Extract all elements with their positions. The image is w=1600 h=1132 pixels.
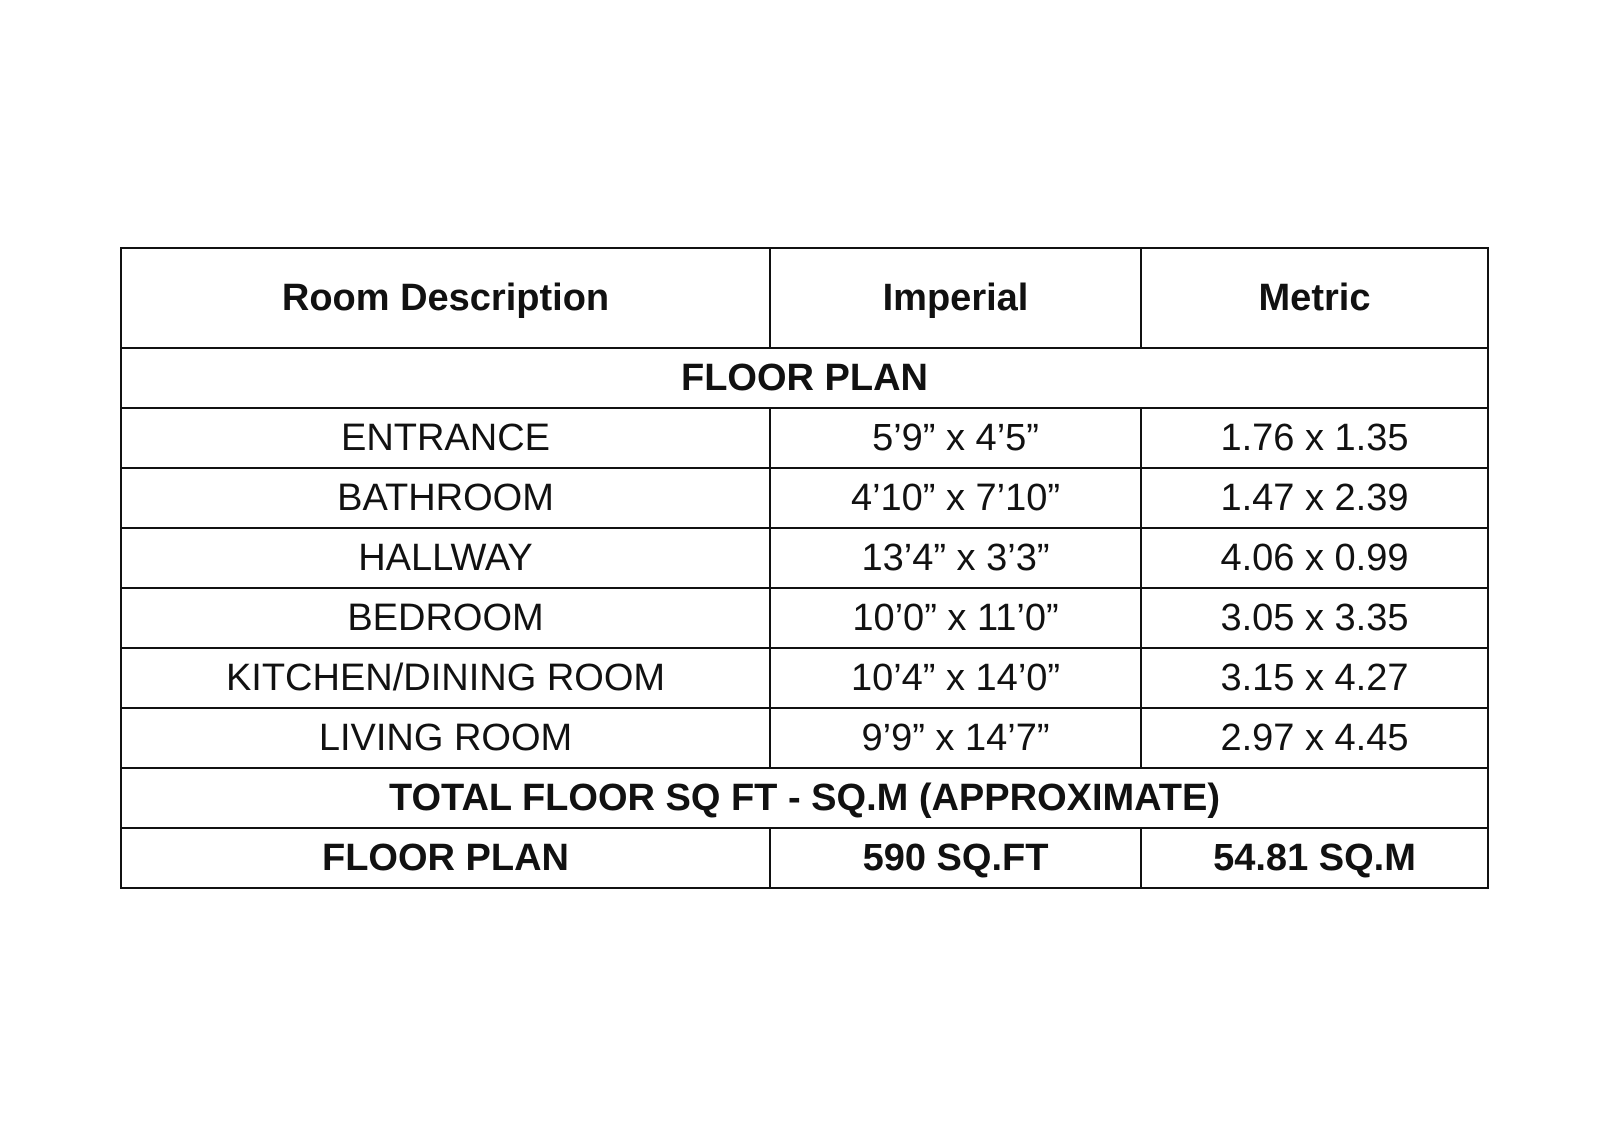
total-heading: TOTAL FLOOR SQ FT - SQ.M (APPROXIMATE) xyxy=(121,768,1488,828)
room-name: BATHROOM xyxy=(121,468,770,528)
table-row xyxy=(121,588,1488,648)
room-imperial: 10’4” x 14’0” xyxy=(770,648,1141,708)
table-row xyxy=(121,468,1488,528)
total-metric: 54.81 SQ.M xyxy=(1141,828,1488,888)
room-dimensions-table xyxy=(120,247,1489,889)
room-imperial: 9’9” x 14’7” xyxy=(770,708,1141,768)
room-metric: 3.05 x 3.35 xyxy=(1141,588,1488,648)
section-row xyxy=(121,348,1488,408)
room-imperial: 13’4” x 3’3” xyxy=(770,528,1141,588)
header-room-description: Room Description xyxy=(121,248,770,348)
table-row xyxy=(121,408,1488,468)
room-name: ENTRANCE xyxy=(121,408,770,468)
room-imperial: 5’9” x 4’5” xyxy=(770,408,1141,468)
room-metric: 3.15 x 4.27 xyxy=(1141,648,1488,708)
room-imperial: 4’10” x 7’10” xyxy=(770,468,1141,528)
total-row xyxy=(121,828,1488,888)
room-metric: 1.47 x 2.39 xyxy=(1141,468,1488,528)
room-imperial: 10’0” x 11’0” xyxy=(770,588,1141,648)
room-metric: 4.06 x 0.99 xyxy=(1141,528,1488,588)
header-metric: Metric xyxy=(1141,248,1488,348)
table-row xyxy=(121,708,1488,768)
table-row xyxy=(121,648,1488,708)
room-metric: 2.97 x 4.45 xyxy=(1141,708,1488,768)
room-name: BEDROOM xyxy=(121,588,770,648)
section-title: FLOOR PLAN xyxy=(121,348,1488,408)
table-header-row xyxy=(121,248,1488,348)
room-dimensions-sheet xyxy=(120,247,1487,889)
room-name: HALLWAY xyxy=(121,528,770,588)
total-heading-row xyxy=(121,768,1488,828)
total-imperial: 590 SQ.FT xyxy=(770,828,1141,888)
total-label: FLOOR PLAN xyxy=(121,828,770,888)
table-row xyxy=(121,528,1488,588)
room-metric: 1.76 x 1.35 xyxy=(1141,408,1488,468)
room-name: LIVING ROOM xyxy=(121,708,770,768)
room-name: KITCHEN/DINING ROOM xyxy=(121,648,770,708)
header-imperial: Imperial xyxy=(770,248,1141,348)
